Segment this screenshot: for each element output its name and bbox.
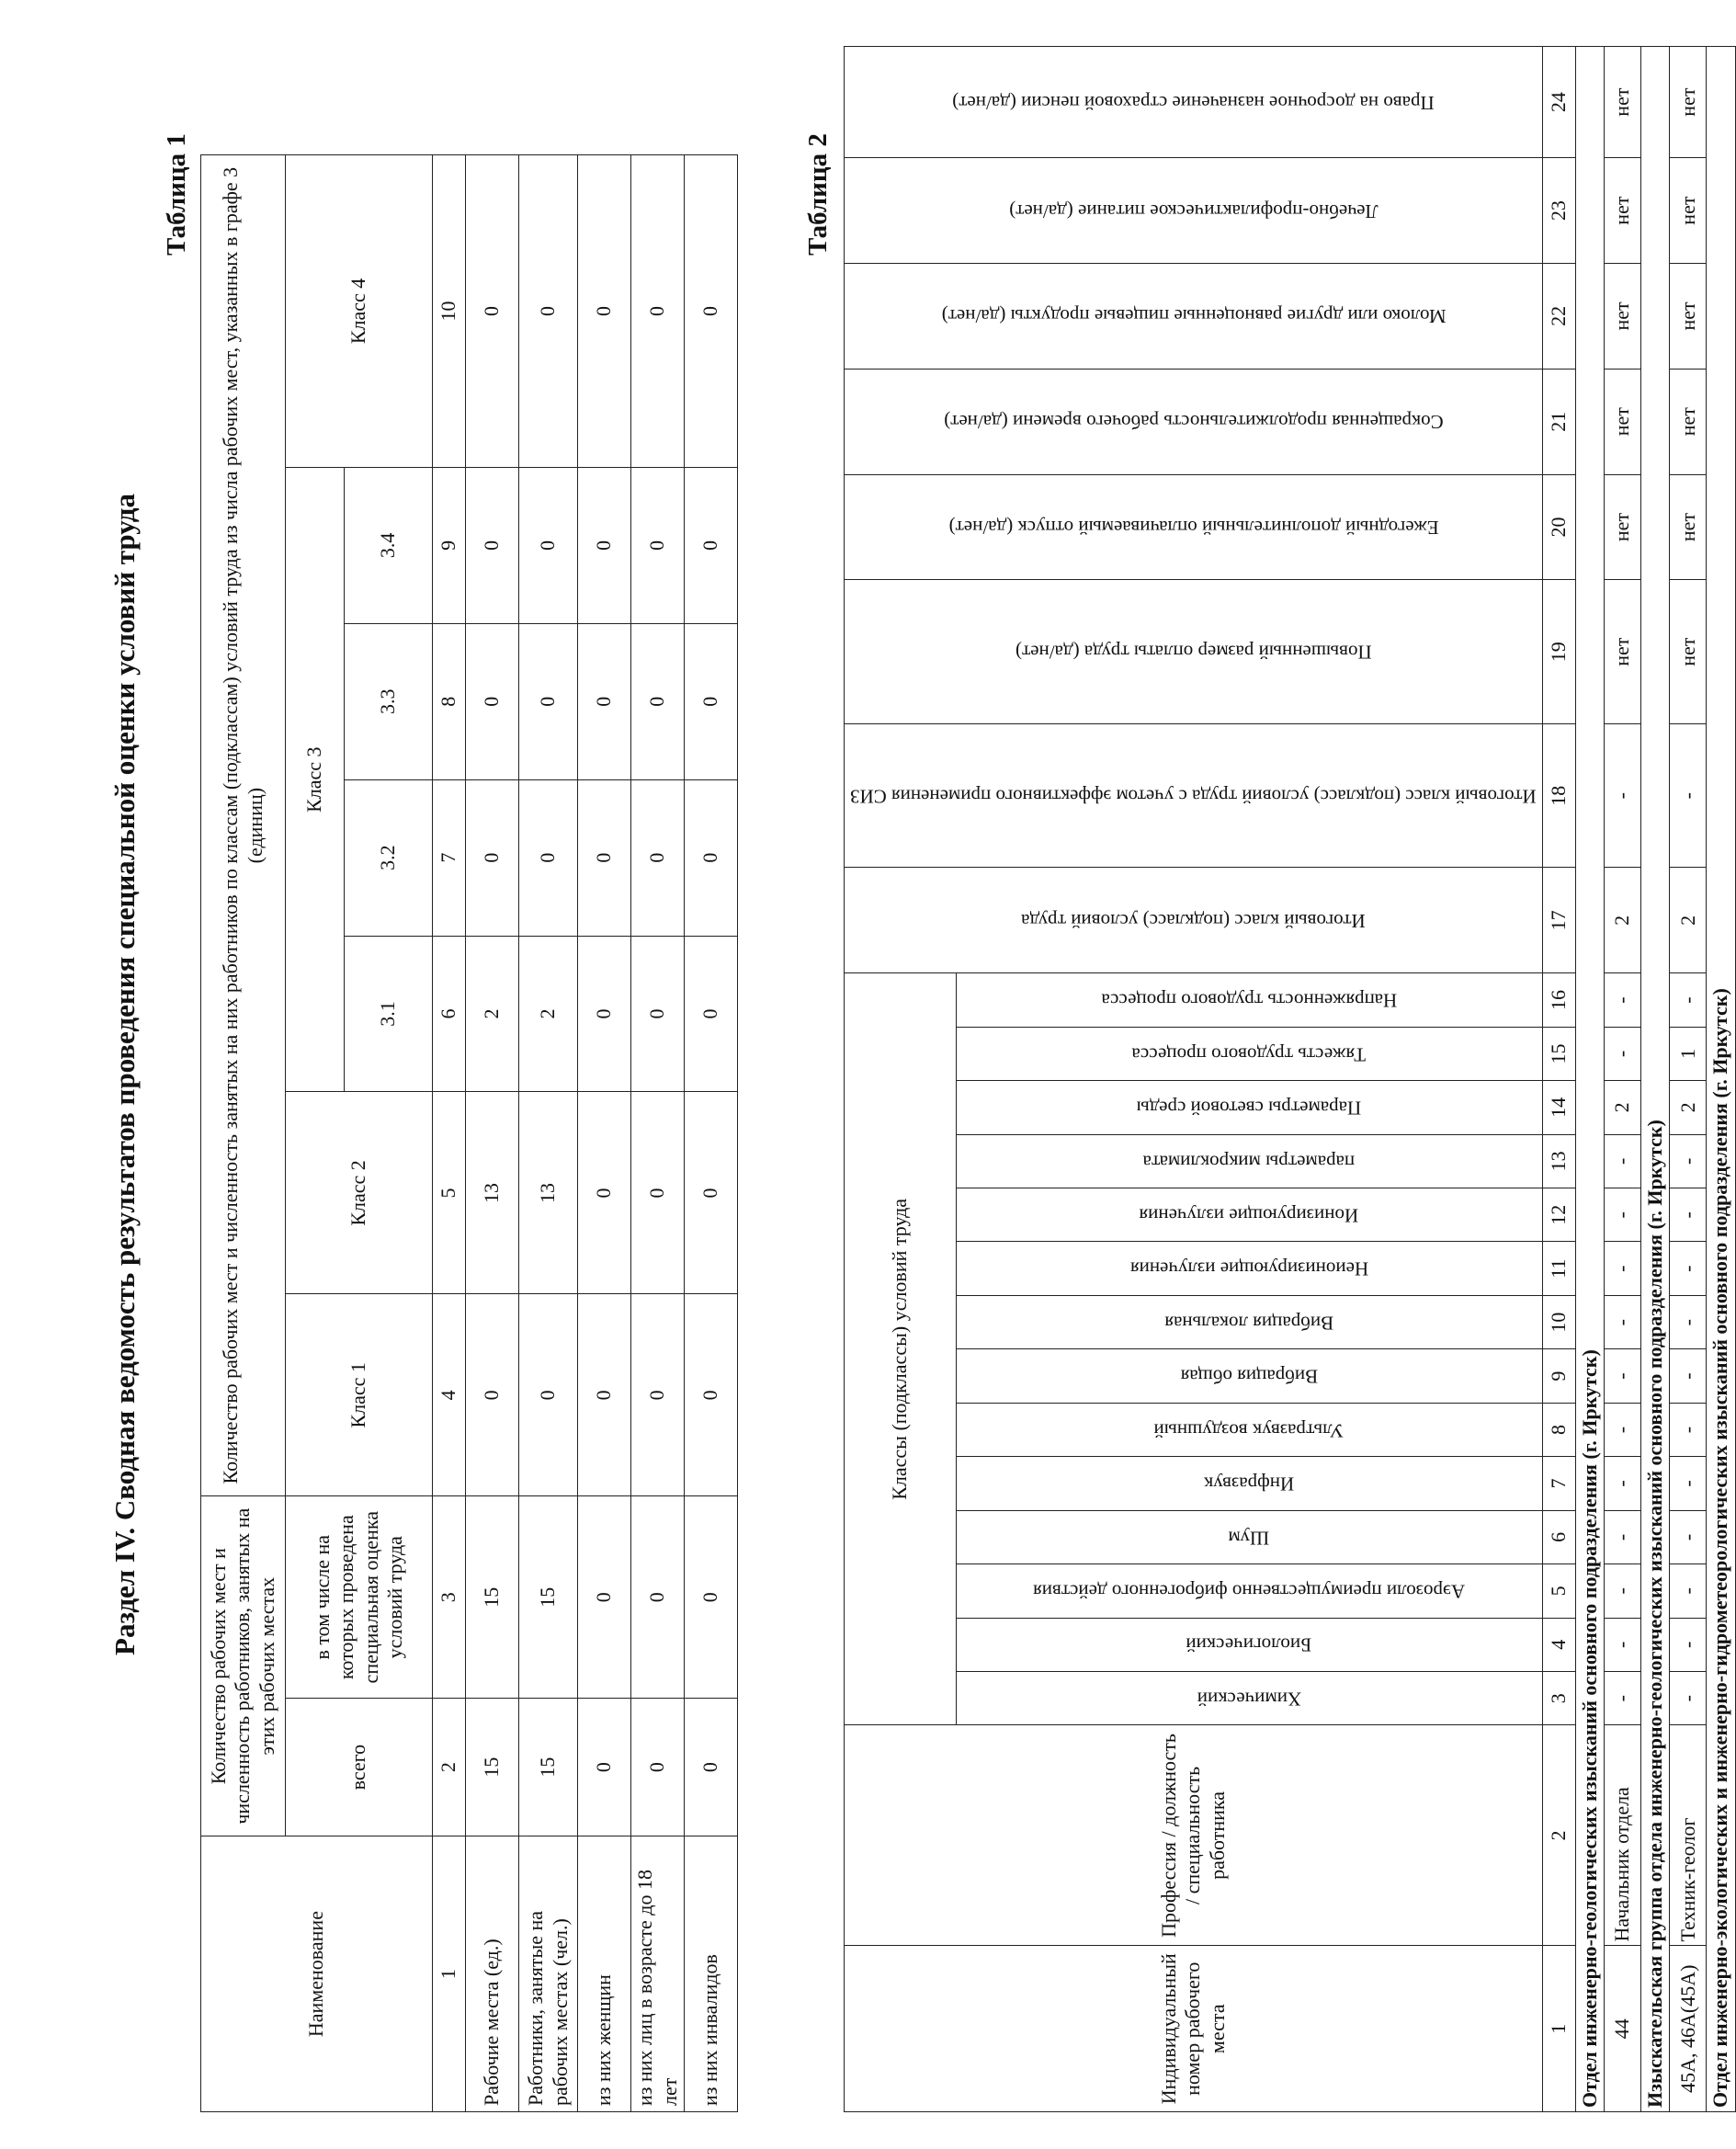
section-title: Изыскательская группа отдела инженерно-геологических изысканий основного подразделения (г. Иркутск) <box>1641 47 1670 2112</box>
cell: - <box>1605 1510 1641 1563</box>
section-title: Отдел инженерно-геологических изысканий основного подразделения (г. Иркутск) <box>1575 47 1604 2112</box>
header-total: всего <box>286 1699 433 1836</box>
cell: 0 <box>578 779 631 936</box>
cell: - <box>1605 1188 1641 1242</box>
header-guarantee: Повышенный размер оплаты труда (да/нет) <box>845 580 1543 724</box>
section-title: Отдел инженерно-экологических и инженерно-гидрометеорологических изысканий основного подразделения (г. Иркутск) <box>1707 47 1735 2112</box>
header-factor: Химический <box>956 1671 1542 1724</box>
header-group-a: Количество рабочих мест и численность работников, занятых на этих рабочих местах <box>201 1496 286 1836</box>
cell: - <box>1605 723 1641 868</box>
cell: 0 <box>466 779 519 936</box>
cell: 1 <box>1670 1027 1707 1080</box>
header-factor: Неионизирующие излучения <box>956 1242 1542 1295</box>
cell: 0 <box>631 623 685 779</box>
table-row <box>631 155 685 2112</box>
cell: 0 <box>631 1699 685 1836</box>
cell: 2 <box>1670 1081 1707 1134</box>
cell: - <box>1670 1295 1707 1348</box>
cell: 2 <box>1605 1081 1641 1134</box>
cell: 15 <box>466 1496 519 1699</box>
row-name: из них женщин <box>578 1836 631 2112</box>
cell: 0 <box>685 155 738 468</box>
col-number: 21 <box>1542 369 1575 474</box>
col-number: 5 <box>433 1092 466 1294</box>
row-name: Работники, занятые на рабочих местах (чел.) <box>519 1836 578 2112</box>
header-c31: 3.1 <box>345 936 433 1092</box>
cell: - <box>1670 1403 1707 1456</box>
header-id: Индивидуальный номер рабочего места <box>845 1946 1543 2112</box>
header-guarantee: Сокращенная продолжительность рабочего времени (да/нет) <box>845 369 1543 474</box>
col-number: 8 <box>1542 1403 1575 1456</box>
cell: нет <box>1670 158 1707 264</box>
cell: 0 <box>578 1092 631 1294</box>
cell: нет <box>1670 474 1707 580</box>
table1-caption: Таблица 1 <box>162 133 191 256</box>
cell: 13 <box>466 1092 519 1294</box>
cell: нет <box>1605 158 1641 264</box>
cell: 0 <box>578 1699 631 1836</box>
cell: 0 <box>466 467 519 623</box>
cell: - <box>1605 1295 1641 1348</box>
column-number-row <box>1542 47 1575 2112</box>
col-number: 1 <box>1542 1946 1575 2112</box>
workplace-id: 45А, 46А(45А) <box>1670 1946 1707 2112</box>
cell: - <box>1605 1403 1641 1456</box>
col-number: 14 <box>1542 1081 1575 1134</box>
cell: - <box>1670 1618 1707 1671</box>
col-number: 17 <box>1542 868 1575 973</box>
section-row <box>1575 47 1604 2112</box>
row-name: из них лиц в возрасте до 18 лет <box>631 1836 685 2112</box>
header-c32: 3.2 <box>345 779 433 936</box>
cell: - <box>1605 1027 1641 1080</box>
col-number: 12 <box>1542 1188 1575 1242</box>
col-number: 4 <box>1542 1618 1575 1671</box>
cell: 0 <box>685 1294 738 1496</box>
cell: - <box>1670 1349 1707 1403</box>
cell: нет <box>1605 474 1641 580</box>
cell: 0 <box>631 936 685 1092</box>
header-guarantee: Ежегодный дополнительный оплачиваемый отпуск (да/нет) <box>845 474 1543 580</box>
cell: нет <box>1605 580 1641 724</box>
col-number: 10 <box>1542 1295 1575 1348</box>
cell: 0 <box>578 936 631 1092</box>
col-number: 10 <box>433 155 466 468</box>
cell: 0 <box>578 467 631 623</box>
cell: - <box>1605 1671 1641 1724</box>
cell: 2 <box>1670 868 1707 973</box>
cell: - <box>1670 1242 1707 1295</box>
col-number: 20 <box>1542 474 1575 580</box>
cell: 0 <box>519 467 578 623</box>
col-number: 15 <box>1542 1027 1575 1080</box>
header-c34: 3.4 <box>345 467 433 623</box>
cell: - <box>1670 1188 1707 1242</box>
cell: 0 <box>519 623 578 779</box>
col-number: 23 <box>1542 158 1575 264</box>
cell: 0 <box>466 1294 519 1496</box>
col-number: 3 <box>433 1496 466 1699</box>
header-factor: Параметры световой среды <box>956 1081 1542 1134</box>
cell: - <box>1670 1134 1707 1188</box>
col-number: 2 <box>1542 1725 1575 1946</box>
cell: 0 <box>631 1092 685 1294</box>
section-row <box>1641 47 1670 2112</box>
col-number: 11 <box>1542 1242 1575 1295</box>
cell: - <box>1605 1618 1641 1671</box>
cell: 0 <box>685 467 738 623</box>
col-number: 9 <box>1542 1349 1575 1403</box>
cell: 0 <box>685 1092 738 1294</box>
row-name: из них инвалидов <box>685 1836 738 2112</box>
cell: - <box>1605 1564 1641 1618</box>
cell: 0 <box>466 623 519 779</box>
cell: 0 <box>685 779 738 936</box>
cell: 15 <box>519 1699 578 1836</box>
cell: нет <box>1605 47 1641 158</box>
header-final-class-siz: Итоговый класс (подкласс) условий труда с учетом эффективного применения СИЗ <box>845 723 1543 868</box>
col-number: 8 <box>433 623 466 779</box>
cell: 0 <box>578 1294 631 1496</box>
header-factor: Вибрация общая <box>956 1349 1542 1403</box>
col-number: 6 <box>1542 1510 1575 1563</box>
col-number: 7 <box>1542 1457 1575 1510</box>
cell: - <box>1605 1134 1641 1188</box>
table-row <box>685 155 738 2112</box>
col-number: 13 <box>1542 1134 1575 1188</box>
cell: 0 <box>519 1294 578 1496</box>
cell: 0 <box>685 1699 738 1836</box>
profession: Техник-геолог <box>1670 1725 1707 1946</box>
cell: 15 <box>466 1699 519 1836</box>
cell: 2 <box>466 936 519 1092</box>
col-number: 6 <box>433 936 466 1092</box>
cell: - <box>1605 1457 1641 1510</box>
cell: 0 <box>519 779 578 936</box>
header-final-class: Итоговый класс (подкласс) условий труда <box>845 868 1543 973</box>
table-row <box>466 155 519 2112</box>
col-number: 19 <box>1542 580 1575 724</box>
cell: 0 <box>578 155 631 468</box>
cell: - <box>1605 1242 1641 1295</box>
cell: - <box>1670 1671 1707 1724</box>
cell: - <box>1670 973 1707 1027</box>
cell: нет <box>1670 47 1707 158</box>
col-number: 22 <box>1542 264 1575 370</box>
header-factor: Тяжесть трудового процесса <box>956 1027 1542 1080</box>
cell: 0 <box>631 155 685 468</box>
cell: - <box>1670 1564 1707 1618</box>
cell: нет <box>1670 369 1707 474</box>
col-number: 7 <box>433 779 466 936</box>
header-c33: 3.3 <box>345 623 433 779</box>
cell: 2 <box>1605 868 1641 973</box>
col-number: 9 <box>433 467 466 623</box>
column-number-row <box>433 155 466 2112</box>
cell: 0 <box>578 1496 631 1699</box>
header-profession: Профессия / должность / специальность работника <box>845 1725 1543 1946</box>
col-number: 3 <box>1542 1671 1575 1724</box>
cell: - <box>1670 723 1707 868</box>
header-factor: Ионизирующие излучения <box>956 1188 1542 1242</box>
cell: нет <box>1670 264 1707 370</box>
cell: нет <box>1670 580 1707 724</box>
col-number: 16 <box>1542 973 1575 1027</box>
cell: нет <box>1605 369 1641 474</box>
cell: 0 <box>685 1496 738 1699</box>
header-class2: Класс 2 <box>286 1092 433 1294</box>
cell: - <box>1670 1457 1707 1510</box>
col-number: 5 <box>1542 1564 1575 1618</box>
cell: - <box>1605 973 1641 1027</box>
col-number: 2 <box>433 1699 466 1836</box>
header-factor: Аэрозоли преимущественно фиброгенного действия <box>956 1564 1542 1618</box>
section-row <box>1707 47 1735 2112</box>
table-row <box>1605 47 1641 2112</box>
col-number: 24 <box>1542 47 1575 158</box>
header-guarantee: Молоко или другие равноценные пищевые продукты (да/нет) <box>845 264 1543 370</box>
table-row <box>1670 47 1707 2112</box>
table2-caption: Таблица 2 <box>803 133 833 256</box>
cell: 13 <box>519 1092 578 1294</box>
header-group-b: Количество рабочих мест и численность занятых на них работников по классам (подклассам) условий труда из числа рабочих мест, указанных в графе 3 (единиц) <box>201 155 286 1496</box>
page-title: Раздел IV. Сводная ведомость результатов проведения специальной оценки условий труда <box>108 494 141 1655</box>
header-guarantee: Право на досрочное назначение страховой пенсии (да/нет) <box>845 47 1543 158</box>
header-class4: Класс 4 <box>286 155 433 468</box>
cell: 0 <box>578 623 631 779</box>
work-conditions-table <box>844 46 1736 2112</box>
cell: 2 <box>519 936 578 1092</box>
cell: 0 <box>519 155 578 468</box>
col-number: 4 <box>433 1294 466 1496</box>
profession: Начальник отдела <box>1605 1725 1641 1946</box>
cell: 0 <box>631 1496 685 1699</box>
header-class3: Класс 3 <box>286 467 345 1092</box>
header-name: Наименование <box>201 1836 433 2112</box>
summary-table <box>200 154 738 2112</box>
header-class1: Класс 1 <box>286 1294 433 1496</box>
cell: 0 <box>685 936 738 1092</box>
header-factor: Напряженность трудового процесса <box>956 973 1542 1027</box>
cell: - <box>1605 1349 1641 1403</box>
cell: - <box>1670 1510 1707 1563</box>
header-factor: Инфразвук <box>956 1457 1542 1510</box>
header-factor: Вибрация локальная <box>956 1295 1542 1348</box>
cell: 15 <box>519 1496 578 1699</box>
header-incl: в том числе на которых проведена специальная оценка условий труда <box>286 1496 433 1699</box>
table-row <box>519 155 578 2112</box>
col-number: 18 <box>1542 723 1575 868</box>
row-name: Рабочие места (ед.) <box>466 1836 519 2112</box>
header-factor: Ультразвук воздушный <box>956 1403 1542 1456</box>
cell: 0 <box>631 467 685 623</box>
cell: 0 <box>685 623 738 779</box>
cell: 0 <box>466 155 519 468</box>
header-factor: Биологический <box>956 1618 1542 1671</box>
cell: нет <box>1605 264 1641 370</box>
cell: 0 <box>631 779 685 936</box>
cell: 0 <box>631 1294 685 1496</box>
col-number: 1 <box>433 1836 466 2112</box>
header-classes-group: Классы (подклассы) условий труда <box>845 973 957 1725</box>
header-factor: параметры микроклимата <box>956 1134 1542 1188</box>
header-guarantee: Лечебно-профилактическое питание (да/нет) <box>845 158 1543 264</box>
table-row <box>578 155 631 2112</box>
workplace-id: 44 <box>1605 1946 1641 2112</box>
header-factor: Шум <box>956 1510 1542 1563</box>
